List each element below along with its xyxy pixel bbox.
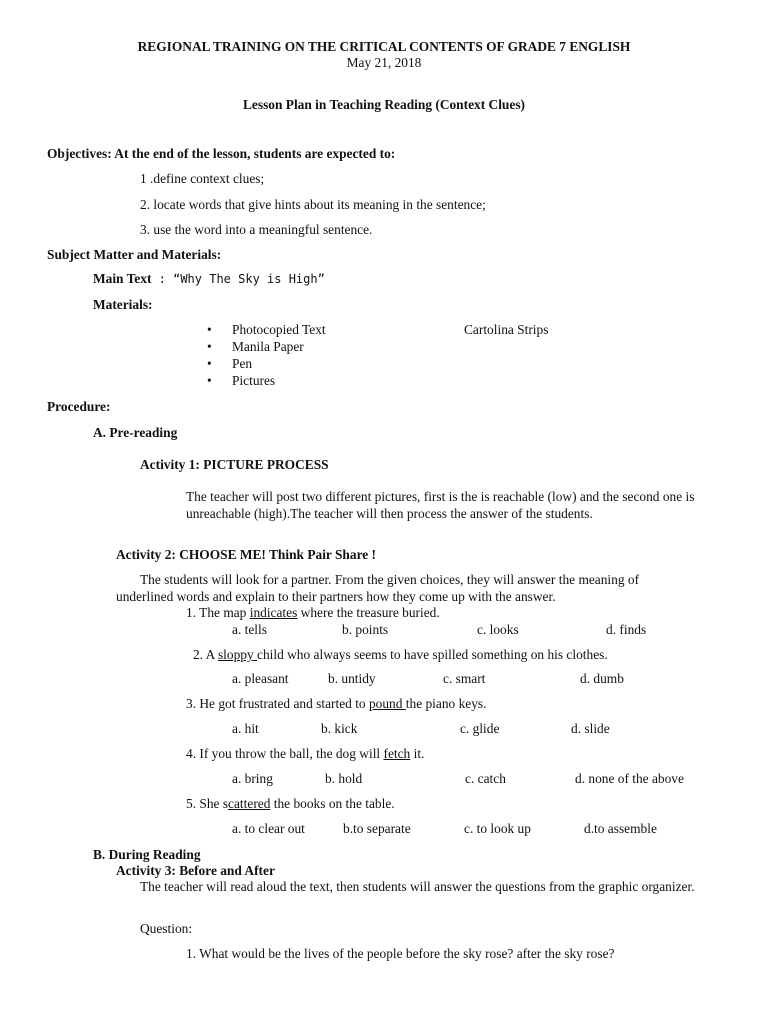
pre-reading-heading: A. Pre-reading <box>93 425 178 440</box>
activity3-title: Activity 3: Before and After <box>116 863 275 878</box>
lesson-title: Lesson Plan in Teaching Reading (Context Clues) <box>243 97 525 112</box>
bullet-icon: • <box>207 356 212 371</box>
choice: a. hit <box>232 721 259 736</box>
question-5: 5. She scattered the books on the table. <box>186 796 395 811</box>
activity2-text-line1: The students will look for a partner. From the given choices, they will answer the meaning of <box>140 572 640 587</box>
choice: d.to assemble <box>584 821 657 836</box>
underlined-word: sloppy <box>217 647 257 662</box>
material-item: Photocopied Text <box>232 322 326 337</box>
main-text-label: Main Text <box>93 271 152 286</box>
choice: a. to clear out <box>232 821 305 836</box>
underlined-word: fetch <box>383 746 411 761</box>
procedure-heading: Procedure: <box>47 399 111 414</box>
material-item: Pictures <box>232 373 276 388</box>
choice: b. kick <box>321 721 358 736</box>
materials-label: Materials: <box>93 297 153 312</box>
activity1-text: The teacher will post two different pictures, first is the is reachable (low) and the second one is unreachable (high).The teacher will then process the answer of the students. <box>186 489 695 521</box>
choice: c. catch <box>465 771 506 786</box>
choice: c. smart <box>443 671 486 686</box>
question-4: 4. If you throw the ball, the dog will fetch it. <box>186 746 425 761</box>
choice: b. hold <box>325 771 363 786</box>
choice: b. points <box>342 622 389 637</box>
objective-item: 2. locate words that give hints about its meaning in the sentence; <box>140 197 486 212</box>
objective-item: 1 .define context clues; <box>140 171 265 186</box>
choice: a. pleasant <box>232 671 289 686</box>
question-label: Question: <box>140 921 193 936</box>
choice: d. finds <box>606 622 647 637</box>
choice: b. untidy <box>328 671 376 686</box>
choice: c. looks <box>477 622 519 637</box>
underlined-word: pound <box>368 696 406 711</box>
main-text-value: : “Why The Sky is High” <box>151 272 325 286</box>
question-2: 2. A sloppy child who always seems to have spilled something on his clothes. <box>193 647 608 662</box>
during-reading-heading: B. During Reading <box>93 847 201 862</box>
subject-heading: Subject Matter and Materials: <box>47 247 222 262</box>
activity2-text-line2: underlined words and explain to their partners how they come up with the answer. <box>116 589 556 604</box>
underlined-word: indicates <box>249 605 298 620</box>
bullet-icon: • <box>207 322 212 337</box>
material-item: Manila Paper <box>232 339 304 354</box>
choice: c. to look up <box>464 821 531 836</box>
material-item: Pen <box>232 356 253 371</box>
bullet-icon: • <box>207 339 212 354</box>
question-3: 3. He got frustrated and started to pound the piano keys. <box>186 696 487 711</box>
choice: d. none of the above <box>575 771 684 786</box>
bullet-icon: • <box>207 373 212 388</box>
question-1: 1. The map indicates where the treasure buried. <box>186 605 440 620</box>
activity1-title: Activity 1: PICTURE PROCESS <box>140 457 329 472</box>
document-title: REGIONAL TRAINING ON THE CRITICAL CONTENTS OF GRADE 7 ENGLISH <box>137 39 631 54</box>
underlined-word: cattered <box>228 796 271 811</box>
choice: a. tells <box>232 622 267 637</box>
choice: d. dumb <box>580 671 624 686</box>
document-date: May 21, 2018 <box>346 55 422 70</box>
choice: a. bring <box>232 771 273 786</box>
material-item: Cartolina Strips <box>464 322 549 337</box>
objective-item: 3. use the word into a meaningful sentence. <box>140 222 373 237</box>
choice: c. glide <box>460 721 500 736</box>
main-text-line <box>93 271 325 288</box>
activity2-title: Activity 2: CHOOSE ME! Think Pair Share ! <box>116 547 377 562</box>
objectives-heading: Objectives: At the end of the lesson, students are expected to: <box>47 146 396 161</box>
choice: d. slide <box>571 721 610 736</box>
activity3-text: The teacher will read aloud the text, then students will answer the questions from the graphic organizer. <box>140 879 695 894</box>
choice: b.to separate <box>343 821 411 836</box>
activity3-question-1: 1. What would be the lives of the people before the sky rose? after the sky rose? <box>186 946 615 961</box>
